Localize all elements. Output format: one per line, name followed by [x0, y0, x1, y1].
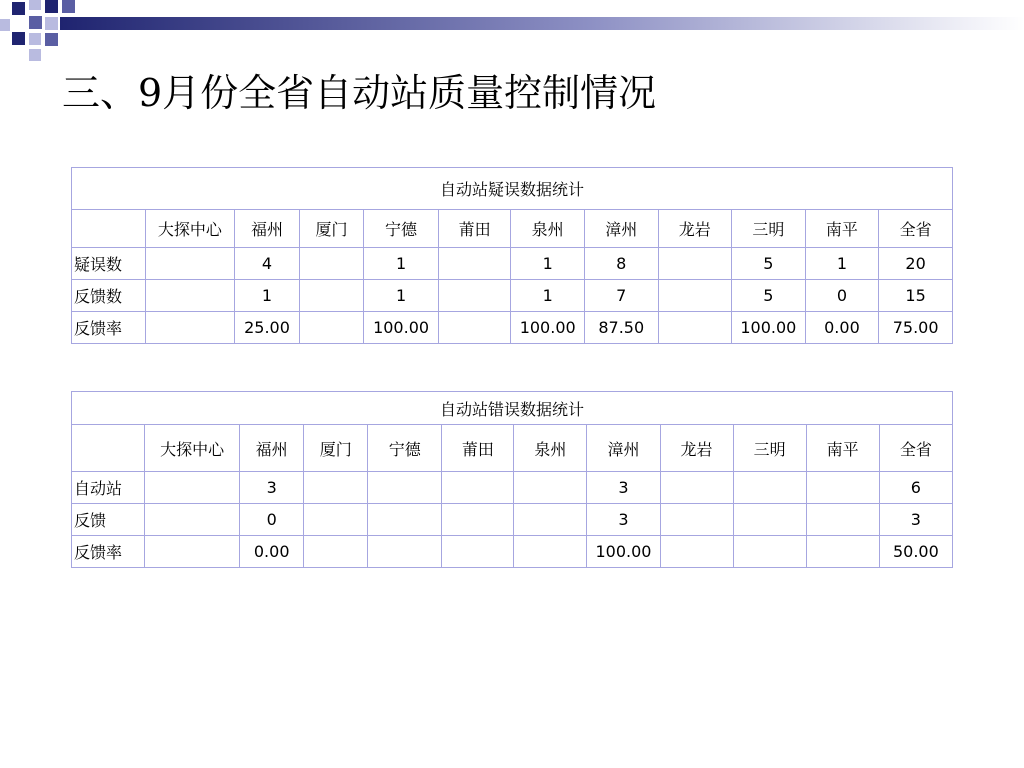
data-cell: 0.00 — [805, 312, 879, 344]
data-cell: 4 — [235, 248, 300, 280]
data-cell — [145, 248, 235, 280]
data-cell: 100.00 — [511, 312, 585, 344]
data-cell — [299, 280, 364, 312]
header-cell: 福州 — [235, 210, 300, 248]
data-cell: 75.00 — [879, 312, 953, 344]
header-cell: 南平 — [805, 210, 879, 248]
data-cell: 25.00 — [235, 312, 300, 344]
deco-square — [62, 0, 75, 13]
table-caption: 自动站疑误数据统计 — [72, 168, 953, 210]
data-cell — [660, 536, 733, 568]
header-cell: 大探中心 — [145, 425, 240, 472]
data-cell — [442, 472, 514, 504]
data-cell — [145, 280, 235, 312]
data-cell — [442, 504, 514, 536]
data-cell — [304, 472, 368, 504]
header-cell: 大探中心 — [145, 210, 235, 248]
data-cell: 1 — [235, 280, 300, 312]
data-cell — [368, 536, 442, 568]
header-cell: 泉州 — [511, 210, 585, 248]
data-cell — [733, 536, 806, 568]
table-caption: 自动站错误数据统计 — [72, 392, 953, 425]
deco-square — [45, 33, 58, 46]
data-cell: 20 — [879, 248, 953, 280]
deco-square — [29, 49, 41, 61]
deco-square — [12, 32, 25, 45]
header-decoration — [0, 0, 1024, 70]
data-cell — [514, 504, 587, 536]
header-cell: 宁德 — [368, 425, 442, 472]
table-row — [72, 248, 953, 280]
data-cell: 8 — [584, 248, 658, 280]
data-cell: 1 — [511, 280, 585, 312]
data-cell — [733, 504, 806, 536]
deco-square — [29, 16, 42, 29]
data-cell: 100.00 — [732, 312, 806, 344]
data-cell: 15 — [879, 280, 953, 312]
data-cell — [145, 504, 240, 536]
header-cell: 厦门 — [304, 425, 368, 472]
table-row — [72, 280, 953, 312]
table-row — [72, 312, 953, 344]
data-cell — [304, 536, 368, 568]
header-cell: 三明 — [733, 425, 806, 472]
header-cell: 泉州 — [514, 425, 587, 472]
header-cell: 南平 — [806, 425, 879, 472]
data-cell — [299, 248, 364, 280]
data-cell — [368, 472, 442, 504]
slide-title: 三、9月份全省自动站质量控制情况 — [62, 71, 657, 115]
deco-square — [45, 17, 58, 30]
data-cell — [438, 312, 511, 344]
data-cell: 1 — [364, 248, 439, 280]
deco-square — [45, 0, 58, 13]
header-cell: 龙岩 — [660, 425, 733, 472]
data-cell: 3 — [240, 472, 304, 504]
header-cell: 福州 — [240, 425, 304, 472]
data-cell — [514, 536, 587, 568]
data-cell: 3 — [587, 504, 660, 536]
data-cell — [806, 472, 879, 504]
header-cell — [72, 210, 146, 248]
deco-square — [0, 19, 10, 31]
data-cell: 3 — [587, 472, 660, 504]
data-cell: 50.00 — [879, 536, 952, 568]
table-row — [72, 472, 953, 504]
data-cell — [806, 504, 879, 536]
deco-square — [29, 0, 41, 10]
data-cell: 5 — [732, 280, 806, 312]
header-cell: 漳州 — [584, 210, 658, 248]
data-cell: 100.00 — [364, 312, 439, 344]
data-cell — [658, 312, 732, 344]
header-cell: 全省 — [879, 210, 953, 248]
data-cell: 1 — [511, 248, 585, 280]
data-cell — [733, 472, 806, 504]
header-cell: 莆田 — [442, 425, 514, 472]
data-cell: 0.00 — [240, 536, 304, 568]
row-label: 反馈数 — [72, 280, 146, 312]
data-cell: 1 — [364, 280, 439, 312]
data-cell — [806, 536, 879, 568]
data-cell — [438, 248, 511, 280]
suspect-data-table — [71, 167, 953, 344]
header-cell: 莆田 — [438, 210, 511, 248]
header-cell: 漳州 — [587, 425, 660, 472]
data-cell — [145, 312, 235, 344]
header-cell: 宁德 — [364, 210, 439, 248]
data-cell: 7 — [584, 280, 658, 312]
row-label: 反馈率 — [72, 536, 145, 568]
deco-square — [12, 2, 25, 15]
table-row — [72, 504, 953, 536]
data-cell — [658, 248, 732, 280]
data-cell — [660, 472, 733, 504]
data-cell: 3 — [879, 504, 952, 536]
data-cell — [299, 312, 364, 344]
data-cell — [304, 504, 368, 536]
data-cell: 0 — [240, 504, 304, 536]
header-cell: 三明 — [732, 210, 806, 248]
data-cell — [658, 280, 732, 312]
data-cell — [145, 472, 240, 504]
data-cell: 0 — [805, 280, 879, 312]
data-cell — [145, 536, 240, 568]
table-row — [72, 536, 953, 568]
data-cell — [442, 536, 514, 568]
header-cell: 龙岩 — [658, 210, 732, 248]
data-cell: 100.00 — [587, 536, 660, 568]
data-cell: 1 — [805, 248, 879, 280]
data-cell — [514, 472, 587, 504]
data-cell: 6 — [879, 472, 952, 504]
error-data-table — [71, 391, 953, 568]
row-label: 疑误数 — [72, 248, 146, 280]
header-cell: 厦门 — [299, 210, 364, 248]
data-cell — [438, 280, 511, 312]
header-cell: 全省 — [879, 425, 952, 472]
data-cell — [368, 504, 442, 536]
row-label: 反馈率 — [72, 312, 146, 344]
header-gradient-bar — [60, 17, 1024, 30]
row-label: 自动站 — [72, 472, 145, 504]
header-cell — [72, 425, 145, 472]
row-label: 反馈 — [72, 504, 145, 536]
data-cell: 5 — [732, 248, 806, 280]
deco-square — [29, 33, 41, 45]
data-cell — [660, 504, 733, 536]
data-cell: 87.50 — [584, 312, 658, 344]
